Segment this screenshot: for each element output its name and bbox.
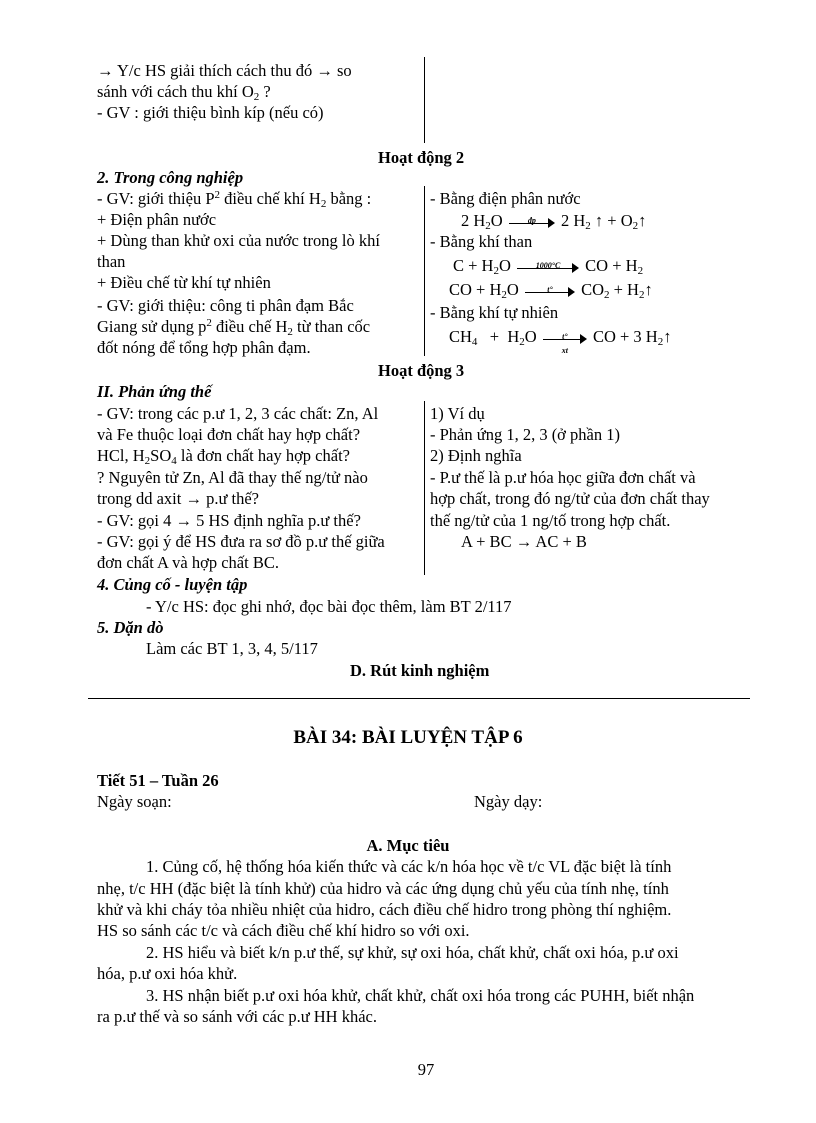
reaction-arrow: 1000°C (517, 260, 579, 274)
date-taught-label: Ngày dạy: (474, 792, 543, 811)
top-left-line-1: → Y/c HS giải thích cách thu đó → so (97, 61, 352, 80)
hd3-left-line-1: - GV: trong các p.ư 1, 2, 3 các chất: Zn, Al (97, 404, 379, 423)
hd3-left-line-4: ? Nguyên tử Zn, Al đã thay thế ng/tử nào (97, 468, 368, 487)
equation-electrolysis: 2 $H_2O$ đp 2 $H_2$ ↑ + $O_2↑$ (461, 211, 647, 232)
hd2-left-line-7: Giang sử dụng $p^2$ điều chế $H_2$ từ than cốc (97, 317, 371, 338)
homework-text: Làm các BT 1, 3, 4, 5/117 (146, 639, 318, 658)
hd3-left-line-2: và Fe thuộc loại đơn chất hay hợp chất? (97, 425, 361, 444)
hd3-left-line-5: trong dd axit → p.ư thế? (97, 489, 259, 508)
hd2-left-line-8: đốt nóng để tổng hợp phân đạm. (97, 338, 311, 357)
objective-1-line-3: khử và khi cháy tỏa nhiều nhiệt của hidro, cách điều chế hidro trong phòng thí nghiệm. (97, 900, 672, 919)
objective-2-line-1: 2. HS hiểu và biết k/n p.ư thế, sự khử, sự oxi hóa, chất khử, chất oxi hóa, p.ư oxi (146, 943, 679, 962)
equation-natural-gas: $CH_4 + H_2O$ t° xt CO + 3 $H_2↑$ (449, 327, 672, 356)
period-week: Tiết 51 – Tuần 26 (97, 771, 219, 790)
reaction-arrow: t° xt (543, 331, 587, 345)
consolidation-text: - Y/c HS: đọc ghi nhớ, đọc bài đọc thêm, làm BT 2/117 (146, 597, 512, 616)
hd3-right-line-4: - P.ư thế là p.ư hóa học giữa đơn chất và (430, 468, 696, 487)
separator-line (88, 698, 750, 699)
hd3-right-line-1: 1) Ví dụ (430, 404, 485, 423)
section-industry-title: 2. Trong công nghiệp (97, 168, 244, 187)
hd3-left-line-3: HCl, $H_2SO_4$ là đơn chất hay hợp chất? (97, 446, 350, 467)
hd2-right-water-gas: - Bằng khí than (430, 232, 533, 251)
hd2-right-electrolysis: - Bằng điện phân nước (430, 189, 581, 208)
substitution-scheme: A + BC → AC + B (461, 532, 587, 551)
activity-3-title: Hoạt động 3 (378, 361, 465, 380)
hd2-left-line-3: + Dùng than khử oxi của nước trong lò khí (97, 231, 380, 250)
hd2-right-natural-gas: - Bằng khí tự nhiên (430, 303, 559, 322)
top-left-line-2: sánh với cách thu khí $O_2$ ? (97, 82, 271, 103)
lesson-title: BÀI 34: BÀI LUYỆN TẬP 6 (293, 727, 523, 748)
hd3-left-line-8: đơn chất A và hợp chất BC. (97, 553, 279, 572)
page-number: 97 (417, 1060, 435, 1079)
objective-1-line-2: nhẹ, t/c HH (đặc biệt là tính khử) của hidro và các ứng dụng chủ yếu của tính nhẹ, tính (97, 879, 669, 898)
hd3-right-line-3: 2) Định nghĩa (430, 446, 522, 465)
equation-water-gas-2: CO + $H_2O$ t° $CO_2$ + $H_2↑$ (449, 280, 653, 301)
objectives-title: A. Mục tiêu (366, 836, 450, 855)
top-left-line-3: - GV : giới thiệu bình kíp (nếu có) (97, 103, 324, 122)
column-divider-activity-2 (424, 186, 425, 356)
hd2-left-line-6: - GV: giới thiệu: công ti phân đạm Bắc (97, 296, 354, 315)
hd3-right-line-2: - Phản ứng 1, 2, 3 (ở phần 1) (430, 425, 620, 444)
hd2-left-line-4: than (97, 252, 126, 271)
hd2-left-line-1: - GV: giới thiệu $P^2$ điều chế khí $H_2$ bằng : (97, 189, 372, 210)
equation-water-gas-1: $C + H_2O$ 1000°C CO + $H_2$ (453, 256, 644, 277)
date-prepared-label: Ngày soạn: (97, 792, 172, 811)
hd3-left-line-7: - GV: gọi ý để HS đưa ra sơ đồ p.ư thế giữa (97, 532, 385, 551)
section-substitution-title: II. Phản ứng thế (97, 382, 212, 401)
hd3-left-line-6: - GV: gọi 4 → 5 HS định nghĩa p.ư thế? (97, 511, 361, 530)
objective-3-line-1: 3. HS nhận biết p.ư oxi hóa khử, chất khử, chất oxi hóa trong các PUHH, biết nhận (146, 986, 695, 1005)
objective-3-line-2: ra p.ư thế và so sánh với các p.ư HH khác. (97, 1007, 377, 1026)
objective-1-line-4: HS so sánh các t/c và cách điều chế khí hidro so với oxi. (97, 921, 470, 940)
hd3-right-line-6: thế ng/tử của 1 ng/tố trong hợp chất. (430, 511, 671, 530)
column-divider-top (424, 57, 425, 143)
consolidation-title: 4. Củng cố - luyện tập (97, 575, 248, 594)
objective-1-line-1: 1. Củng cố, hệ thống hóa kiến thức và các k/n hóa học về t/c VL đặc biệt là tính (146, 857, 672, 876)
experience-title: D. Rút kinh nghiệm (350, 661, 490, 680)
reaction-arrow: đp (509, 215, 555, 229)
hd2-left-line-2: + Điện phân nước (97, 210, 217, 229)
activity-2-title: Hoạt động 2 (378, 148, 465, 167)
objective-2-line-2: hóa, p.ư oxi hóa khử. (97, 964, 238, 983)
hd3-right-line-5: hợp chất, trong đó ng/tử của đơn chất thay (430, 489, 710, 508)
hd2-left-line-5: + Điều chế từ khí tự nhiên (97, 273, 271, 292)
reaction-arrow: t° (525, 284, 575, 298)
homework-title: 5. Dặn dò (97, 618, 164, 637)
column-divider-activity-3 (424, 401, 425, 575)
